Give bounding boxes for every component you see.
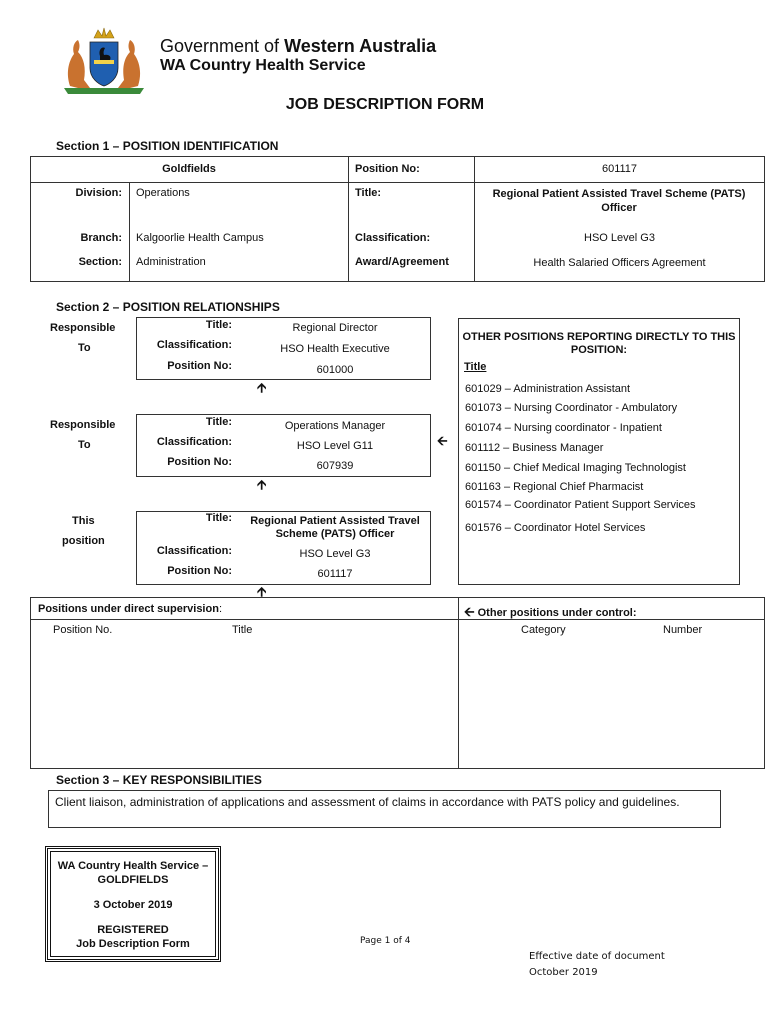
section3-heading: Section 3 – KEY RESPONSIBILITIES — [56, 773, 262, 787]
block2-posno-value: 607939 — [316, 460, 354, 472]
award-value: Health Salaried Officers Agreement — [533, 257, 706, 269]
to-label-2: To — [78, 439, 91, 451]
title-value: Regional Patient Assisted Travel Scheme (PATS) Officer — [492, 188, 746, 214]
block2-class-value: HSO Level G11 — [296, 440, 374, 452]
branch-label: Branch: — [80, 232, 122, 244]
effective-date-value: October 2019 — [529, 967, 598, 978]
block3-class-label: Classification: — [156, 545, 232, 557]
section2-heading: Section 2 – POSITION RELATIONSHIPS — [56, 300, 280, 314]
responsible-label-2: Responsible — [50, 419, 116, 431]
block1-posno-value: 601000 — [316, 364, 354, 376]
stamp-line3: 3 October 2019 — [93, 899, 173, 911]
supervision-table — [30, 597, 765, 769]
branch-value: Kalgoorlie Health Campus — [136, 232, 264, 244]
other-control-text: Other positions under control: — [477, 607, 637, 619]
responsible-label-1: Responsible — [50, 322, 116, 334]
stamp-line2: GOLDFIELDS — [97, 874, 169, 886]
award-label: Award/Agreement — [355, 256, 449, 268]
government-title — [160, 36, 436, 57]
organisation-name: WA Country Health Service — [160, 57, 366, 74]
block1-title-value: Regional Director — [292, 322, 378, 334]
stamp-line4: REGISTERED — [97, 924, 169, 936]
col-category: Category — [521, 624, 566, 636]
position-no-label: Position No: — [355, 163, 420, 175]
direct-supervision-colon: : — [218, 603, 222, 615]
effective-date-label: Effective date of document — [529, 951, 665, 962]
to-label-1: To — [78, 342, 91, 354]
responsibilities-text: Client liaison, administration of applications and assessment of claims in accordance with PATS policy and guidelines. — [55, 795, 680, 809]
other-position-item: 601574 – Coordinator Patient Support Services — [465, 499, 696, 511]
up-arrow-icon: 🡩 — [257, 584, 267, 599]
other-position-item: 601074 – Nursing coordinator - Inpatient — [465, 422, 662, 434]
col-title: Title — [232, 624, 253, 636]
position-no-value: 601117 — [601, 163, 638, 175]
region-label: Goldfields — [162, 163, 216, 175]
block2-title-value: Operations Manager — [284, 420, 386, 432]
block1-class-label: Classification: — [156, 339, 232, 351]
division-label: Division: — [75, 187, 122, 199]
position-label: position — [62, 535, 105, 547]
other-position-item: 601576 – Coordinator Hotel Services — [465, 522, 646, 534]
this-label: This — [72, 515, 95, 527]
section-value: Administration — [136, 256, 206, 268]
stamp-line1: WA Country Health Service – — [57, 860, 209, 872]
block3-posno-value: 601117 — [317, 568, 353, 580]
other-position-item: 601073 – Nursing Coordinator - Ambulatory — [465, 402, 678, 414]
direct-supervision-label — [38, 603, 222, 615]
left-arrow-icon: 🡨 — [437, 433, 448, 448]
up-arrow-icon: 🡩 — [257, 380, 267, 395]
form-title: JOB DESCRIPTION FORM — [285, 96, 485, 113]
other-position-item: 601029 – Administration Assistant — [465, 383, 631, 395]
block1-title-label: Title: — [205, 319, 232, 331]
block1-class-value: HSO Health Executive — [280, 343, 390, 355]
block3-title-value: Regional Patient Assisted Travel Scheme (PATS) Officer — [250, 515, 420, 540]
other-position-item: 601150 – Chief Medical Imaging Technologist — [465, 462, 686, 474]
other-control-label — [464, 603, 637, 625]
title-label: Title: — [355, 187, 382, 199]
wa-crest-icon — [56, 24, 152, 96]
block3-posno-label: Position No: — [167, 565, 232, 577]
col-number: Number — [663, 624, 703, 636]
direct-supervision-text: Positions under direct supervision — [38, 603, 219, 615]
left-arrow-icon: 🡨 — [464, 604, 475, 619]
page-number: Page 1 of 4 — [360, 936, 411, 946]
block2-title-label: Title: — [205, 416, 232, 428]
other-positions-heading: OTHER POSITIONS REPORTING DIRECTLY TO THIS POSITION: — [462, 331, 736, 356]
government-bold: Western Australia — [284, 36, 437, 56]
block2-class-label: Classification: — [156, 436, 232, 448]
section-label: Section: — [78, 256, 122, 268]
classification-label: Classification: — [355, 232, 431, 244]
block3-class-value: HSO Level G3 — [299, 548, 371, 560]
up-arrow-icon: 🡩 — [257, 477, 267, 492]
block3-title-label: Title: — [205, 512, 232, 524]
col-position-no: Position No. — [53, 624, 113, 636]
section1-heading: Section 1 – POSITION IDENTIFICATION — [56, 139, 279, 153]
stamp-line5: Job Description Form — [76, 938, 190, 950]
other-positions-title-label: Title — [464, 361, 487, 373]
block1-posno-label: Position No: — [167, 360, 232, 372]
division-value: Operations — [136, 187, 190, 199]
block2-posno-label: Position No: — [167, 456, 232, 468]
other-position-item: 601112 – Business Manager — [465, 442, 604, 454]
other-position-item: 601163 – Regional Chief Pharmacist — [465, 481, 644, 493]
classification-value: HSO Level G3 — [584, 232, 655, 244]
government-prefix: Government of — [160, 36, 285, 56]
